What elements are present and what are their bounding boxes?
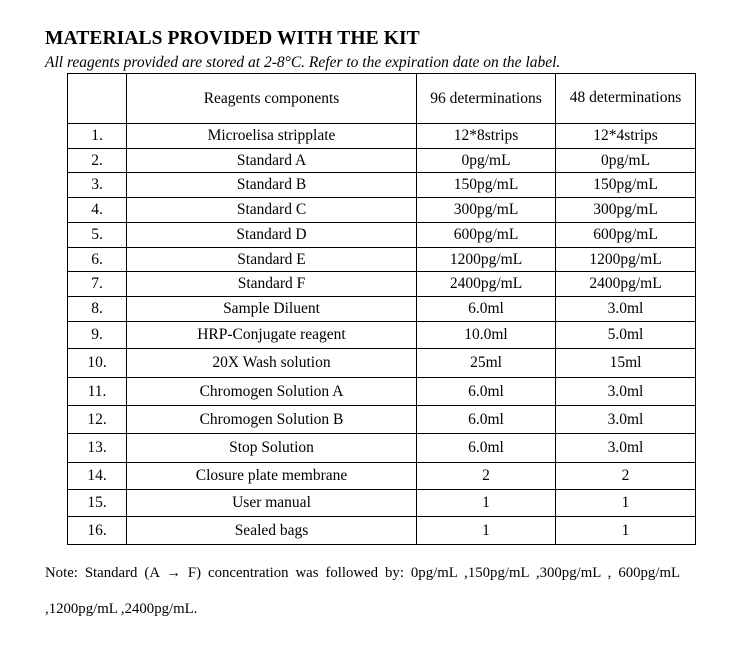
reagent-name: Standard B xyxy=(127,173,417,198)
row-number: 2. xyxy=(68,149,127,173)
reagent-name: Sample Diluent xyxy=(127,297,417,322)
quantity-48: 600pg/mL xyxy=(556,223,696,248)
reagent-name: Stop Solution xyxy=(127,434,417,463)
row-number: 12. xyxy=(68,406,127,434)
reagent-name: 20X Wash solution xyxy=(127,349,417,378)
reagent-name: Chromogen Solution A xyxy=(127,378,417,406)
quantity-48: 1200pg/mL xyxy=(556,248,696,272)
quantity-48: 1 xyxy=(556,517,696,545)
quantity-96: 300pg/mL xyxy=(417,198,556,223)
row-number: 6. xyxy=(68,248,127,272)
table-row xyxy=(68,322,696,349)
quantity-48: 150pg/mL xyxy=(556,173,696,198)
reagent-name: Sealed bags xyxy=(127,517,417,545)
row-number: 1. xyxy=(68,124,127,149)
table-row xyxy=(68,349,696,378)
header-96-determinations: 96 determinations xyxy=(417,74,556,124)
table-header-row xyxy=(68,74,696,124)
reagent-name: Standard C xyxy=(127,198,417,223)
header-components: Reagents components xyxy=(127,74,417,124)
quantity-48: 12*4strips xyxy=(556,124,696,149)
row-number: 7. xyxy=(68,272,127,297)
row-number: 11. xyxy=(68,378,127,406)
table-row xyxy=(68,248,696,272)
quantity-48: 1 xyxy=(556,490,696,517)
storage-instructions: All reagents provided are stored at 2-8°C. Refer to the expiration date on the label. xyxy=(45,54,561,71)
table-row xyxy=(68,198,696,223)
row-number: 14. xyxy=(68,463,127,490)
table-row xyxy=(68,463,696,490)
reagent-name: Standard D xyxy=(127,223,417,248)
reagent-name: HRP-Conjugate reagent xyxy=(127,322,417,349)
table-row xyxy=(68,173,696,198)
quantity-96: 2 xyxy=(417,463,556,490)
quantity-96: 0pg/mL xyxy=(417,149,556,173)
quantity-48: 3.0ml xyxy=(556,434,696,463)
page-title: MATERIALS PROVIDED WITH THE KIT xyxy=(45,28,420,49)
row-number: 5. xyxy=(68,223,127,248)
table-row xyxy=(68,406,696,434)
row-number: 3. xyxy=(68,173,127,198)
quantity-96: 2400pg/mL xyxy=(417,272,556,297)
reagent-name: Standard A xyxy=(127,149,417,173)
row-number: 10. xyxy=(68,349,127,378)
quantity-48: 3.0ml xyxy=(556,297,696,322)
quantity-96: 6.0ml xyxy=(417,434,556,463)
quantity-48: 3.0ml xyxy=(556,378,696,406)
table-row xyxy=(68,124,696,149)
row-number: 8. xyxy=(68,297,127,322)
table-row xyxy=(68,517,696,545)
quantity-48: 2400pg/mL xyxy=(556,272,696,297)
quantity-96: 1 xyxy=(417,490,556,517)
row-number: 16. xyxy=(68,517,127,545)
row-number: 13. xyxy=(68,434,127,463)
quantity-96: 10.0ml xyxy=(417,322,556,349)
reagent-name: Microelisa stripplate xyxy=(127,124,417,149)
row-number: 4. xyxy=(68,198,127,223)
table-row xyxy=(68,490,696,517)
quantity-96: 150pg/mL xyxy=(417,173,556,198)
header-number-cell xyxy=(68,74,127,124)
quantity-96: 6.0ml xyxy=(417,297,556,322)
table-row xyxy=(68,434,696,463)
quantity-48: 15ml xyxy=(556,349,696,378)
quantity-96: 1200pg/mL xyxy=(417,248,556,272)
concentration-note: Note: Standard (A → F) concentration was followed by: 0pg/mL ,150pg/mL ,300pg/mL , 600pg/mL ,1200pg/mL ,2400pg/mL. xyxy=(45,565,680,617)
quantity-48: 2 xyxy=(556,463,696,490)
header-48-determinations: 48 determinations xyxy=(556,74,696,124)
reagent-name: Chromogen Solution B xyxy=(127,406,417,434)
quantity-48: 3.0ml xyxy=(556,406,696,434)
reagent-name: User manual xyxy=(127,490,417,517)
quantity-96: 6.0ml xyxy=(417,406,556,434)
quantity-96: 1 xyxy=(417,517,556,545)
quantity-48: 300pg/mL xyxy=(556,198,696,223)
table-row xyxy=(68,297,696,322)
row-number: 9. xyxy=(68,322,127,349)
row-number: 15. xyxy=(68,490,127,517)
quantity-96: 6.0ml xyxy=(417,378,556,406)
quantity-48: 5.0ml xyxy=(556,322,696,349)
reagent-name: Standard E xyxy=(127,248,417,272)
quantity-48: 0pg/mL xyxy=(556,149,696,173)
table-row xyxy=(68,378,696,406)
quantity-96: 25ml xyxy=(417,349,556,378)
table-row xyxy=(68,149,696,173)
quantity-96: 600pg/mL xyxy=(417,223,556,248)
reagent-name: Closure plate membrane xyxy=(127,463,417,490)
materials-table xyxy=(67,73,696,545)
reagent-name: Standard F xyxy=(127,272,417,297)
table-row xyxy=(68,223,696,248)
quantity-96: 12*8strips xyxy=(417,124,556,149)
table-row xyxy=(68,272,696,297)
